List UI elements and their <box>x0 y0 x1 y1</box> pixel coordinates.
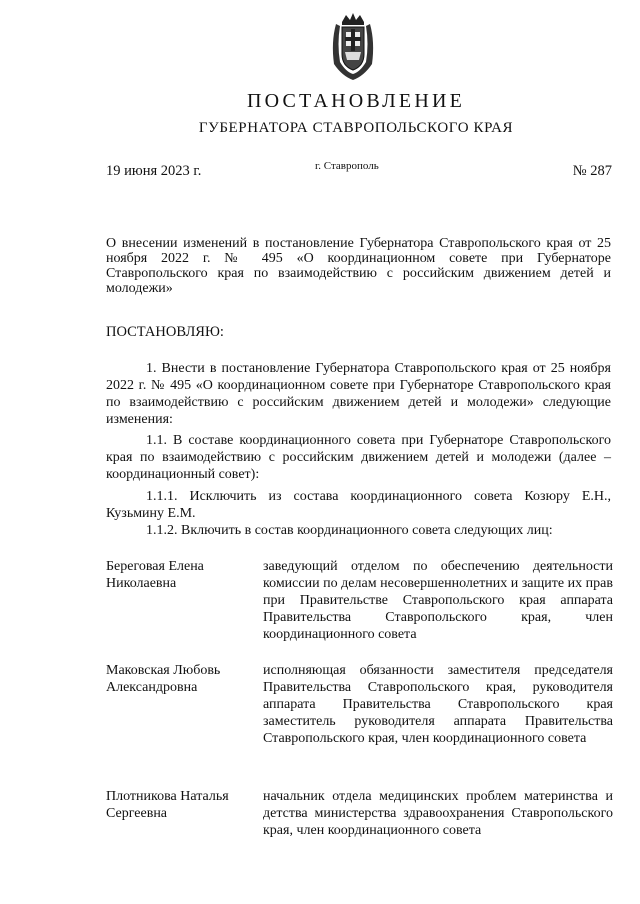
member-role: исполняющая обязанности заместителя председателя Правительства Ставропольского края, руководителя аппарата Правительства Ставропольского края заместитель руководителя аппарата Правительства Ставропольского края, член координационного совета <box>263 663 613 746</box>
paragraph-1-1-2: 1.1.2. Включить в состав координационного совета следующих лиц: <box>146 523 553 538</box>
decree-heading: ПОСТАНОВЛЯЮ: <box>106 324 224 340</box>
coat-of-arms-icon <box>328 12 378 82</box>
member-name: Маковская Любовь Александровна <box>106 663 221 695</box>
document-date: 19 июня 2023 г. <box>106 163 202 179</box>
paragraph-1-1-1: 1.1.1. Исключить из состава координационного совета Козюру Е.Н., Кузьмину Е.М. <box>106 489 611 521</box>
document-city: г. Ставрополь <box>315 160 379 172</box>
document-subject: О внесении изменений в постановление Губернатора Ставропольского края от 25 ноября 2022 г. № 495 «О координационном совете при Губернаторе Ставропольского края по взаимодействию с российским движением детей и молодежи» <box>106 236 611 296</box>
member-name: Плотникова Наталья Сергеевна <box>106 789 229 821</box>
document-subtitle: ГУБЕРНАТОРА СТАВРОПОЛЬСКОГО КРАЯ <box>198 120 514 136</box>
member-role: начальник отдела медицинских проблем материнства и детства министерства здравоохранения Ставропольского края, член координационного совета <box>263 789 613 838</box>
paragraph-1-1: 1.1. В составе координационного совета при Губернаторе Ставропольского края по взаимодействию с российским движением детей и молодежи (далее – координационный совет): <box>106 433 611 482</box>
paragraph-1: 1. Внести в постановление Губернатора Ставропольского края от 25 ноября 2022 г. № 495 «О координационном совете при Губернаторе Ставропольского края по взаимодействию с российским движением детей и молодежи» следующие изменения: <box>106 361 611 427</box>
member-name: Береговая Елена Николаевна <box>106 559 204 591</box>
document-title: ПОСТАНОВЛЕНИЕ <box>246 90 466 112</box>
member-role: заведующий отделом по обеспечению деятельности комиссии по делам несовершеннолетних и защите их прав при Правительстве Ставропольского края аппарата Правительства Ставропольского края, член координационного совета <box>263 559 613 642</box>
document-number: № 287 <box>572 163 612 179</box>
